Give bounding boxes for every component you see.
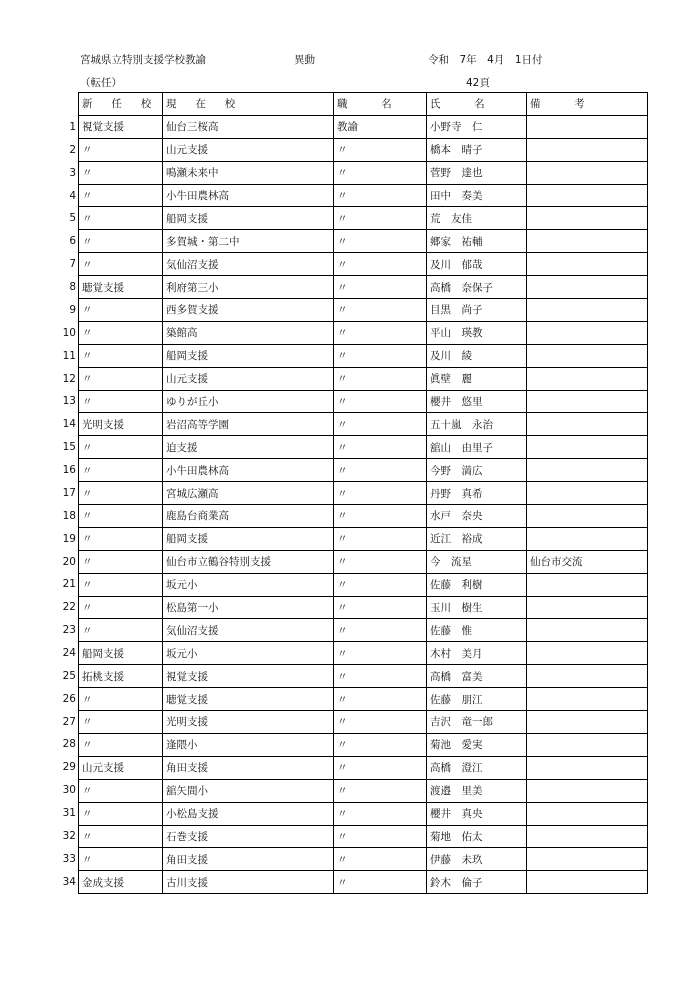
current-school-cell: 気仙沼支援 [163, 253, 334, 276]
document-subcategory: （転任） [80, 77, 122, 89]
title-cell: 〃 [334, 413, 427, 436]
row-number: 5 [69, 212, 76, 225]
new-school-cell: 〃 [79, 367, 163, 390]
name-cell: 郷家 祐輔 [427, 230, 527, 253]
title-cell: 〃 [334, 550, 427, 573]
new-school-cell: 船岡支援 [79, 642, 163, 665]
row-number: 25 [62, 669, 76, 682]
note-cell [527, 665, 648, 688]
title-cell: 〃 [334, 482, 427, 505]
row-number: 20 [62, 555, 76, 568]
new-school-cell: 〃 [79, 321, 163, 344]
new-school-cell: 〃 [79, 550, 163, 573]
row-number: 3 [69, 166, 76, 179]
new-school-cell: 〃 [79, 436, 163, 459]
table-row [79, 573, 648, 596]
table-row [79, 390, 648, 413]
current-school-cell: 逢隈小 [163, 733, 334, 756]
current-school-cell: 多賀城・第二中 [163, 230, 334, 253]
new-school-cell: 〃 [79, 802, 163, 825]
name-cell: 及川 綾 [427, 344, 527, 367]
note-cell [527, 299, 648, 322]
new-school-cell: 視覚支援 [79, 115, 163, 138]
name-cell: 今野 満広 [427, 459, 527, 482]
note-cell [527, 207, 648, 230]
table-row [79, 367, 648, 390]
new-school-cell: 〃 [79, 848, 163, 871]
name-cell: 鈴木 倫子 [427, 871, 527, 894]
table-row [79, 482, 648, 505]
table-row [79, 848, 648, 871]
name-cell: 高橋 澄江 [427, 756, 527, 779]
name-cell: 渡邉 里美 [427, 779, 527, 802]
table-row [79, 505, 648, 528]
new-school-cell: 〃 [79, 573, 163, 596]
table-row [79, 527, 648, 550]
note-cell [527, 688, 648, 711]
table-row [79, 733, 648, 756]
new-school-cell: 〃 [79, 161, 163, 184]
table-row [79, 779, 648, 802]
table-row [79, 184, 648, 207]
current-school-cell: ゆりが丘小 [163, 390, 334, 413]
new-school-cell: 山元支援 [79, 756, 163, 779]
title-cell: 〃 [334, 688, 427, 711]
table-row [79, 802, 648, 825]
table-row [79, 207, 648, 230]
new-school-cell: 〃 [79, 596, 163, 619]
row-number: 29 [62, 761, 76, 774]
title-cell: 〃 [334, 459, 427, 482]
title-cell: 〃 [334, 207, 427, 230]
new-school-cell: 〃 [79, 825, 163, 848]
table-row [79, 253, 648, 276]
note-cell: 仙台市交流 [527, 550, 648, 573]
column-header-new-school: 新 任 校 [79, 93, 163, 116]
current-school-cell: 石巻支援 [163, 825, 334, 848]
name-cell: 五十嵐 永治 [427, 413, 527, 436]
title-cell: 〃 [334, 299, 427, 322]
row-number: 12 [62, 372, 76, 385]
note-cell [527, 459, 648, 482]
row-number: 6 [69, 235, 76, 248]
row-number: 4 [69, 189, 76, 202]
column-header-title: 職 名 [334, 93, 427, 116]
new-school-cell: 〃 [79, 138, 163, 161]
name-cell: 佐藤 利樹 [427, 573, 527, 596]
current-school-cell: 舘矢間小 [163, 779, 334, 802]
row-number: 17 [62, 486, 76, 499]
current-school-cell: 小牛田農林高 [163, 459, 334, 482]
name-cell: 高橋 奈保子 [427, 276, 527, 299]
current-school-cell: 船岡支援 [163, 207, 334, 230]
note-cell [527, 505, 648, 528]
row-number: 30 [62, 784, 76, 797]
name-cell: 吉沢 竜一郎 [427, 711, 527, 734]
name-cell: 近江 裕成 [427, 527, 527, 550]
title-cell: 〃 [334, 161, 427, 184]
row-number: 19 [62, 532, 76, 545]
new-school-cell: 〃 [79, 184, 163, 207]
row-number: 28 [62, 738, 76, 751]
new-school-cell: 〃 [79, 207, 163, 230]
current-school-cell: 船岡支援 [163, 344, 334, 367]
row-number: 24 [62, 647, 76, 659]
current-school-cell: 利府第三小 [163, 276, 334, 299]
current-school-cell: 西多賀支援 [163, 299, 334, 322]
note-cell [527, 367, 648, 390]
row-number: 31 [62, 807, 76, 820]
row-number: 14 [62, 418, 76, 431]
row-number: 1 [69, 121, 76, 133]
table-row [79, 299, 648, 322]
note-cell [527, 436, 648, 459]
table-row [79, 436, 648, 459]
name-cell: 菊地 佑太 [427, 825, 527, 848]
name-cell: 田中 奏美 [427, 184, 527, 207]
title-cell: 〃 [334, 230, 427, 253]
table-row [79, 230, 648, 253]
note-cell [527, 596, 648, 619]
table-row [79, 711, 648, 734]
row-number: 13 [62, 395, 76, 408]
name-cell: 目黒 尚子 [427, 299, 527, 322]
table-row [79, 413, 648, 436]
note-cell [527, 253, 648, 276]
current-school-cell: 坂元小 [163, 573, 334, 596]
note-cell [527, 138, 648, 161]
name-cell: 平山 瑛教 [427, 321, 527, 344]
note-cell [527, 825, 648, 848]
table-row [79, 115, 648, 138]
personnel-table [78, 92, 648, 894]
title-cell: 〃 [334, 390, 427, 413]
table-row [79, 688, 648, 711]
current-school-cell: 鳴瀬未来中 [163, 161, 334, 184]
title-cell: 〃 [334, 276, 427, 299]
name-cell: 今 流星 [427, 550, 527, 573]
note-cell [527, 344, 648, 367]
current-school-cell: 気仙沼支援 [163, 619, 334, 642]
row-number: 26 [62, 692, 76, 705]
name-cell: 菅野 達也 [427, 161, 527, 184]
table-header-row [79, 93, 648, 116]
current-school-cell: 角田支援 [163, 756, 334, 779]
row-number: 21 [62, 578, 76, 591]
table-row [79, 596, 648, 619]
note-cell [527, 115, 648, 138]
note-cell [527, 413, 648, 436]
current-school-cell: 聴覚支援 [163, 688, 334, 711]
column-header-current-school: 現 在 校 [163, 93, 334, 116]
name-cell: 櫻井 悠里 [427, 390, 527, 413]
row-number: 10 [62, 326, 76, 339]
note-cell [527, 482, 648, 505]
title-cell: 〃 [334, 779, 427, 802]
note-cell [527, 619, 648, 642]
note-cell [527, 711, 648, 734]
note-cell [527, 756, 648, 779]
row-number: 18 [62, 509, 76, 522]
title-cell: 〃 [334, 184, 427, 207]
title-cell: 教諭 [334, 115, 427, 138]
note-cell [527, 871, 648, 894]
name-cell: 丹野 真希 [427, 482, 527, 505]
name-cell: 舘山 由里子 [427, 436, 527, 459]
title-cell: 〃 [334, 802, 427, 825]
row-number: 9 [69, 303, 76, 316]
title-cell: 〃 [334, 733, 427, 756]
table-row [79, 344, 648, 367]
row-number: 32 [62, 829, 76, 842]
title-cell: 〃 [334, 825, 427, 848]
note-cell [527, 642, 648, 665]
current-school-cell: 光明支援 [163, 711, 334, 734]
new-school-cell: 光明支援 [79, 413, 163, 436]
table-row [79, 321, 648, 344]
title-cell: 〃 [334, 367, 427, 390]
new-school-cell: 〃 [79, 230, 163, 253]
current-school-cell: 小牛田農林高 [163, 184, 334, 207]
current-school-cell: 山元支援 [163, 138, 334, 161]
new-school-cell: 〃 [79, 779, 163, 802]
table-row [79, 276, 648, 299]
row-number: 7 [69, 258, 76, 271]
title-cell: 〃 [334, 642, 427, 665]
table-row [79, 550, 648, 573]
new-school-cell: 〃 [79, 619, 163, 642]
title-cell: 〃 [334, 596, 427, 619]
new-school-cell: 〃 [79, 299, 163, 322]
current-school-cell: 視覚支援 [163, 665, 334, 688]
new-school-cell: 〃 [79, 390, 163, 413]
name-cell: 佐藤 朋江 [427, 688, 527, 711]
table-row [79, 756, 648, 779]
row-number: 23 [62, 624, 76, 637]
title-cell: 〃 [334, 436, 427, 459]
title-cell: 〃 [334, 711, 427, 734]
name-cell: 高橋 富美 [427, 665, 527, 688]
row-number: 2 [69, 143, 76, 156]
new-school-cell: 聴覚支援 [79, 276, 163, 299]
name-cell: 及川 郁哉 [427, 253, 527, 276]
name-cell: 橋本 晴子 [427, 138, 527, 161]
row-number: 8 [69, 281, 76, 294]
title-cell: 〃 [334, 573, 427, 596]
new-school-cell: 〃 [79, 733, 163, 756]
row-number: 22 [62, 601, 76, 614]
title-cell: 〃 [334, 848, 427, 871]
name-cell: 眞壁 麗 [427, 367, 527, 390]
title-cell: 〃 [334, 505, 427, 528]
note-cell [527, 390, 648, 413]
current-school-cell: 船岡支援 [163, 527, 334, 550]
current-school-cell: 仙台三桜高 [163, 115, 334, 138]
document-date: 令和 7年 4月 1日付 [428, 54, 543, 66]
note-cell [527, 321, 648, 344]
page-number: 42頁 [466, 77, 490, 89]
note-cell [527, 276, 648, 299]
document-org: 宮城県立特別支援学校教諭 [80, 54, 206, 66]
row-number: 16 [62, 464, 76, 477]
title-cell: 〃 [334, 253, 427, 276]
new-school-cell: 〃 [79, 711, 163, 734]
table-row [79, 459, 648, 482]
new-school-cell: 〃 [79, 482, 163, 505]
name-cell: 櫻井 真央 [427, 802, 527, 825]
table-row [79, 619, 648, 642]
new-school-cell: 〃 [79, 688, 163, 711]
row-number: 15 [62, 441, 76, 454]
name-cell: 佐藤 惟 [427, 619, 527, 642]
current-school-cell: 宮城広瀬高 [163, 482, 334, 505]
new-school-cell: 〃 [79, 527, 163, 550]
row-number: 33 [62, 852, 76, 865]
note-cell [527, 230, 648, 253]
current-school-cell: 迫支援 [163, 436, 334, 459]
current-school-cell: 岩沼高等学園 [163, 413, 334, 436]
title-cell: 〃 [334, 871, 427, 894]
title-cell: 〃 [334, 344, 427, 367]
title-cell: 〃 [334, 665, 427, 688]
note-cell [527, 733, 648, 756]
note-cell [527, 848, 648, 871]
new-school-cell: 金成支援 [79, 871, 163, 894]
name-cell: 荒 友佳 [427, 207, 527, 230]
current-school-cell: 仙台市立鶴谷特別支援 [163, 550, 334, 573]
document-category: 異動 [294, 54, 315, 66]
new-school-cell: 拓桃支援 [79, 665, 163, 688]
note-cell [527, 779, 648, 802]
current-school-cell: 築館高 [163, 321, 334, 344]
column-header-name: 氏 名 [427, 93, 527, 116]
title-cell: 〃 [334, 321, 427, 344]
note-cell [527, 527, 648, 550]
column-header-note: 備 考 [527, 93, 648, 116]
current-school-cell: 山元支援 [163, 367, 334, 390]
table-row [79, 138, 648, 161]
table-row [79, 871, 648, 894]
name-cell: 菊池 愛実 [427, 733, 527, 756]
note-cell [527, 802, 648, 825]
note-cell [527, 161, 648, 184]
current-school-cell: 坂元小 [163, 642, 334, 665]
name-cell: 小野寺 仁 [427, 115, 527, 138]
title-cell: 〃 [334, 619, 427, 642]
new-school-cell: 〃 [79, 505, 163, 528]
row-number: 27 [62, 715, 76, 728]
title-cell: 〃 [334, 756, 427, 779]
name-cell: 水戸 奈央 [427, 505, 527, 528]
table-row [79, 642, 648, 665]
name-cell: 玉川 樹生 [427, 596, 527, 619]
new-school-cell: 〃 [79, 253, 163, 276]
row-number: 34 [62, 875, 76, 888]
table-row [79, 665, 648, 688]
table-row [79, 161, 648, 184]
current-school-cell: 古川支援 [163, 871, 334, 894]
title-cell: 〃 [334, 138, 427, 161]
current-school-cell: 松島第一小 [163, 596, 334, 619]
current-school-cell: 小松島支援 [163, 802, 334, 825]
current-school-cell: 鹿島台商業高 [163, 505, 334, 528]
note-cell [527, 573, 648, 596]
title-cell: 〃 [334, 527, 427, 550]
new-school-cell: 〃 [79, 459, 163, 482]
note-cell [527, 184, 648, 207]
table-row [79, 825, 648, 848]
name-cell: 木村 美月 [427, 642, 527, 665]
new-school-cell: 〃 [79, 344, 163, 367]
name-cell: 伊藤 未玖 [427, 848, 527, 871]
current-school-cell: 角田支援 [163, 848, 334, 871]
row-number: 11 [62, 349, 76, 362]
